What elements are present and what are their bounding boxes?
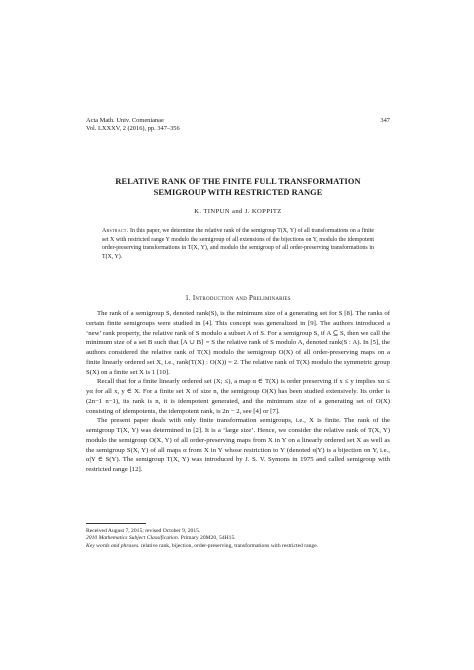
paragraph-2: Recall that for a finite linearly ordered set (X; ≤), a map α ∈ T(X) is order preserving if x ≤ y implies xα ≤ yα for all x, y ∈ X. For a finite set X of size n, the semigroup O(X) has been studied extensively. Its order is (2n−1 n−1), its rank is n, it is idempotent generated, and the minimum size of a generating set of O(X) consisting of idempotents, the idempotent rank, is 2n − 2, see [4] or [7].	[86, 378, 390, 415]
title-line-2: SEMIGROUP WITH RESTRICTED RANGE	[153, 188, 323, 197]
section-heading: 1. Introduction and Preliminaries	[185, 294, 291, 302]
paragraph-1: The rank of a semigroup S, denoted rank(S), is the minimum size of a generating set for S [8]. The ranks of certain finite semigroups were studied in [4]. This concept was generalized in [9]. The authors introduced a ‘new’ rank property, the relative rank of S modulo a subset A of S. For a semigroup S, if A ⊆ S, then we call the minimum size of a set B such that ⟨A ∪ B⟩ = S the relative rank of S modulo A, denoted rank(S : A). In [5], the authors considered the relative rank of T(X) modulo the semigroup O(X) of all order-preserving maps on a finite linearly ordered set X, i.e., rank(T(X) : O(X)) = 2. The relative rank of T(X) modulo the symmetric group S(X) on a finite set X is 1 [10].	[86, 310, 390, 376]
paragraph-3: The present paper deals with only finite transformation semigroups, i.e., X is finite. The rank of the semigroup T(X, Y) was determined in [2]. It is a ‘large size’. Hence, we consider the relative rank of T(X, Y) modulo the semigroup O(X, Y) of all order-preserving maps from X in Y on a linearly ordered set X as well as the semigroup S(X, Y) of all maps α from X in Y whose restriction to Y (denoted α|Y) is a bijection on Y, i.e., α|Y ∈ S(Y). The semigroup T(X, Y) was introduced by J. S. V. Symons in 1975 and called semigroup with restricted range [12].	[86, 417, 390, 473]
authors: K. TINPUN and J. KOPPITZ	[194, 208, 282, 215]
title-line-1: RELATIVE RANK OF THE FINITE FULL TRANSFORMATION	[115, 177, 361, 186]
body-text	[86, 309, 390, 475]
running-header	[86, 117, 390, 133]
footnote-msc	[86, 535, 390, 542]
footnote-keywords-label: Key words and phrases.	[86, 542, 140, 549]
paper-title	[86, 176, 390, 198]
footnote-msc-text: Primary 20M20, 54H15.	[180, 535, 236, 542]
footnotes	[86, 528, 390, 550]
page-number: 347	[380, 117, 390, 124]
journal-name: Acta Math. Univ. Comenianae	[86, 117, 164, 124]
footnote-received: Received August 7, 2015; revised October 9, 2015.	[86, 528, 201, 534]
footnote-msc-label: 2010 Mathematics Subject Classification.	[86, 535, 180, 542]
footnote-divider	[86, 523, 146, 524]
abstract-label: Abstract.	[102, 228, 129, 234]
journal-volume: Vol. LXXXV, 2 (2016), pp. 347–356	[86, 125, 180, 132]
footnote-keywords	[86, 543, 390, 550]
abstract	[102, 227, 374, 261]
abstract-text: In this paper, we determine the relative rank of the semigroup T(X, Y) of all transformations on a finite set X with restricted range Y modulo the semigroup of all extensions of the bijections on Y, modulo the idempotent order-preserving transformations in T(X, Y), and modulo the semigroup of all order-preserving transformations in T(X, Y).	[102, 228, 374, 260]
footnote-keywords-text: relative rank, bijection, order-preserving, transformations with restricted range.	[140, 542, 319, 549]
